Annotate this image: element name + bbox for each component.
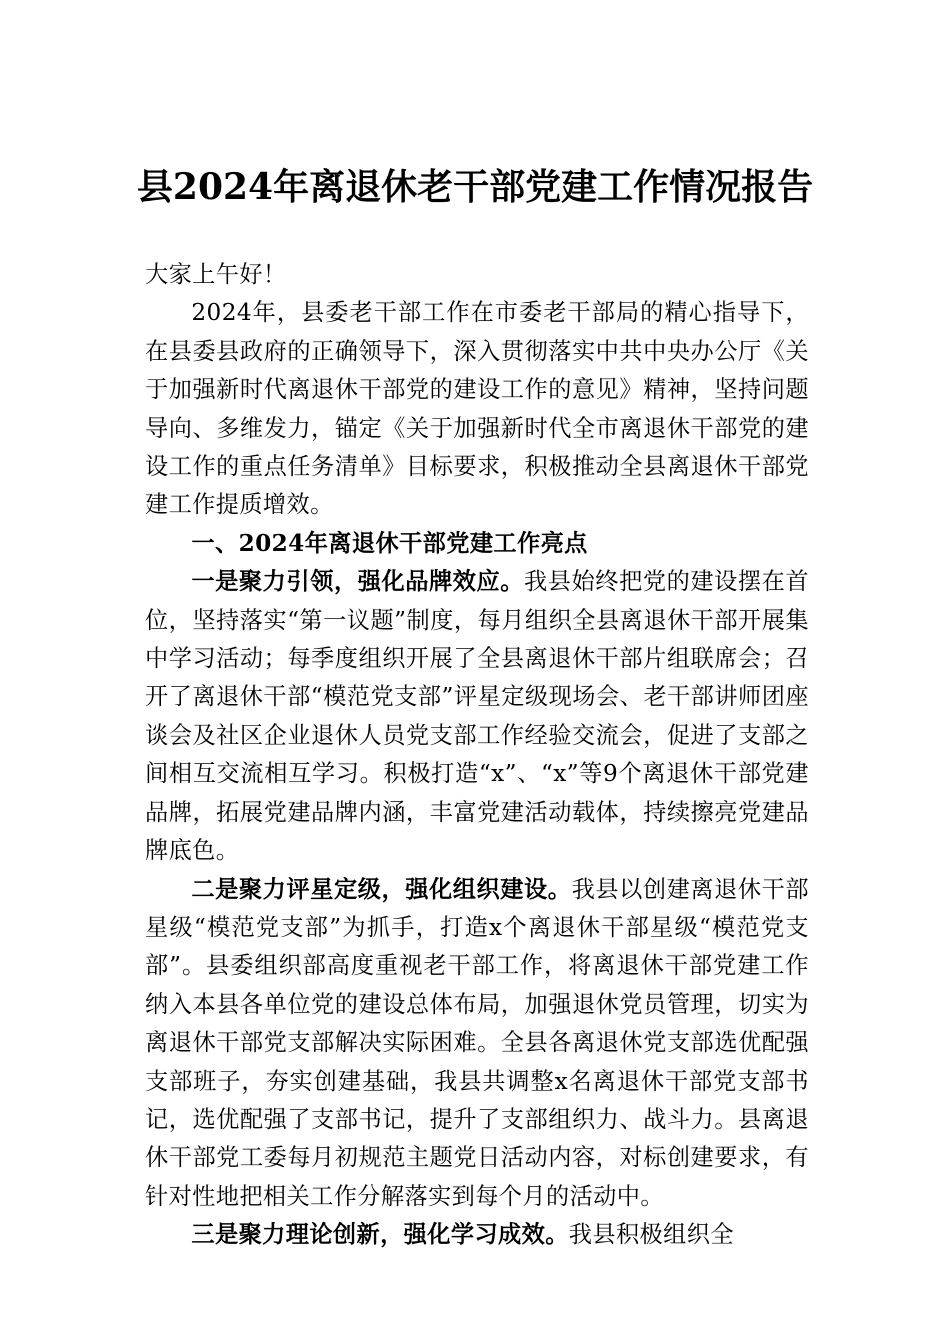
item-lead-3: 三是聚力理论创新，强化学习成效。 bbox=[191, 1221, 569, 1249]
greeting: 大家上午好！ bbox=[145, 261, 287, 288]
document-body bbox=[145, 256, 809, 1255]
item-lead-2: 二是聚力评星定级，强化组织建设。 bbox=[191, 875, 572, 903]
intro-paragraph: 2024年，县委老干部工作在市委老干部局的精心指导下，在县委县政府的正确领导下，深入贯彻落实中共中央办公厅《关于加强新时代离退休干部党的建设工作的意见》精神，坚持问题导向、多维发力，锚定《关于加强新时代全市离退休干部党的建设工作的重点任务清单》目标要求，积极推动全县离退休干部党建工作提质增效。 bbox=[145, 299, 809, 519]
item-lead-1: 一是聚力引领，强化品牌效应。 bbox=[191, 568, 525, 596]
item-text-1: 我县始终把党的建设摆在首位，坚持落实“第一议题”制度，每月组织全县离退休干部开展集中学习活动；每季度组织开展了全县离退休干部片组联席会；召开了离退休干部“模范党支部”评星定级现场会、老干部讲师团座谈会及社区企业退休人员党支部工作经验交流会，促进了支部之间相互交流相互学习。积极打造“x”、“x”等9个离退休干部党建品牌，拓展党建品牌内涵，丰富党建活动载体，持续擦亮党建品牌底色。 bbox=[145, 568, 809, 865]
section-heading: 一、2024年离退休干部党建工作亮点 bbox=[191, 529, 588, 557]
item-paragraph-3 bbox=[145, 1216, 809, 1254]
item-text-3: 我县积极组织全 bbox=[568, 1221, 734, 1249]
document-title: 县2024年离退休老干部党建工作情况报告 bbox=[136, 166, 814, 208]
item-text-2: 我县以创建离退休干部星级“模范党支部”为抓手，打造x个离退休干部星级“模范党支部”。县委组织部高度重视老干部工作，将离退休干部党建工作纳入本县各单位党的建设总体布局，加强退休党员管理，切实为离退休干部党支部解决实际困难。全县各离退休党支部选优配强支部班子，夯实创建基础，我县共调整x名离退休干部党支部书记，选优配强了支部书记，提升了支部组织力、战斗力。县离退休干部党工委每月初规范主题党日活动内容，对标创建要求，有针对性地把相关工作分解落实到每个月的活动中。 bbox=[145, 875, 809, 1210]
item-paragraph-2 bbox=[145, 871, 809, 1217]
item-paragraph-1 bbox=[145, 563, 809, 870]
